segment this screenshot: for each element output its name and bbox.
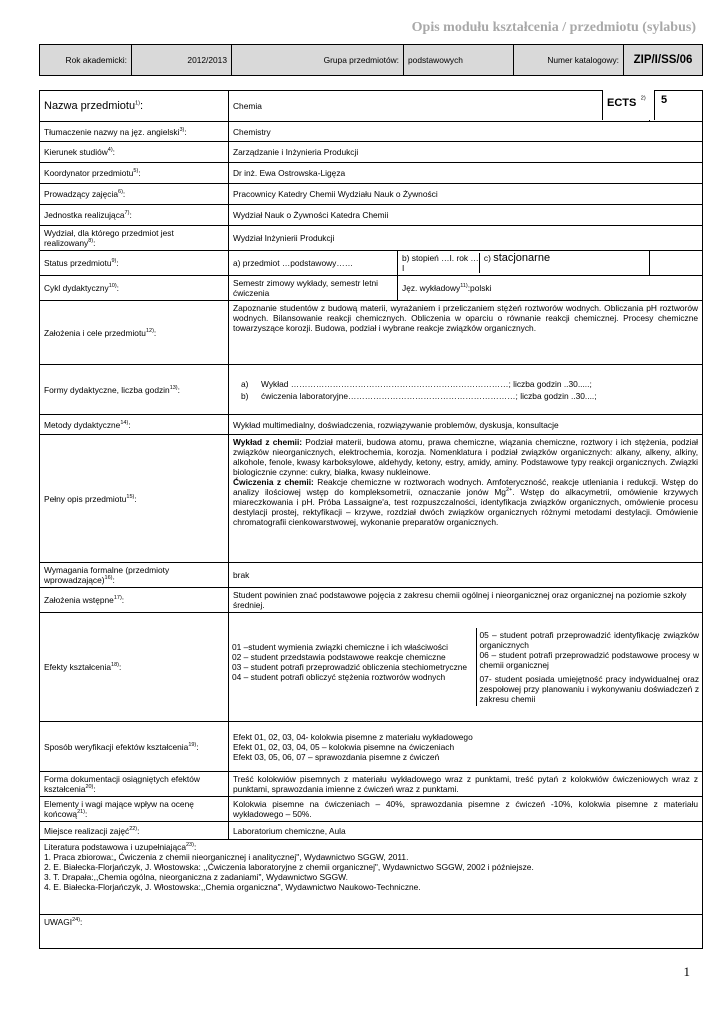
row-assumptions <box>40 588 703 613</box>
row-requirements <box>40 563 703 588</box>
syllabus-table <box>39 90 703 949</box>
requirements-label: Wymagania formalne (przedmioty wprowadzające)$^{16)}$: <box>40 563 229 588</box>
row-documentation <box>40 772 703 797</box>
row-unit <box>40 205 703 226</box>
effects-value <box>229 613 703 722</box>
cycle-semester: Semestr zimowy wykłady, semestr letni ćwiczenia <box>229 276 398 301</box>
faculty-value: Wydział Inżynierii Produkcji <box>229 226 703 251</box>
forms-item: b) ćwiczenia laboratoryjne……………………………………………………; liczba godzin ..30....; <box>241 390 597 401</box>
row-place <box>40 822 703 840</box>
row-direction <box>40 142 703 163</box>
year-label: Rok akademicki: <box>40 45 132 76</box>
row-forms <box>40 365 703 415</box>
group-label: Grupa przedmiotów: <box>232 45 404 76</box>
documentation-label: Forma dokumentacji osiągniętych efektów kształcenia$^{20)}$: <box>40 772 229 797</box>
verification-label: Sposób weryfikacji efektów kształcenia$^{19)}$: <box>40 722 229 772</box>
full-label: Pełny opis przedmiotu$^{15)}$: <box>40 435 229 563</box>
goals-label: Założenia i cele przedmiotu$^{12)}$: <box>40 301 229 365</box>
weights-value: Kolokwia pisemne na ćwiczeniach – 40%, sprawozdania pisemne z ćwiczeń -10%, kolokwia pisemne z materiału wykładowego – 50%. <box>229 797 703 822</box>
english-value: Chemistry <box>229 122 703 142</box>
literature-item: 1. Praca zbiorowa:„ Ćwiczenia z chemii nieorganicznej i analitycznej", Wydawnictwo SGGW, 2011. <box>44 852 409 862</box>
row-status <box>40 251 703 276</box>
literature-item: 3. T. Drapała:,,Chemia ogólna, nieorganiczna z zadaniami", Wydawnictwo SGGW. <box>44 872 348 882</box>
place-value: Laboratorium chemiczne, Aula <box>229 822 703 840</box>
row-verification <box>40 722 703 772</box>
direction-label: Kierunek studiów$^{4)}$: <box>40 142 229 163</box>
literature-item: 4. E. Białecka-Florjańczyk, J. Włostowska:,,Chemia organiczna", Wydawnictwo Naukowo-Techniczne. <box>44 882 421 892</box>
page-number: 1 <box>683 964 690 979</box>
year-value: 2012/2013 <box>132 45 232 76</box>
header-table <box>39 44 703 76</box>
direction-value: Zarządzanie i Inżynieria Produkcji <box>229 142 703 163</box>
methods-label: Metody dydaktyczne$^{14)}$: <box>40 415 229 435</box>
forms-value <box>229 365 703 415</box>
row-english <box>40 122 703 142</box>
full-value: Wykład z chemii: Podział materii, budowa atomu, prawa chemiczne, wiązania chemiczne, roztwory i ich stężenia, podział związków nieorganicznych, elektrochemia, korozja. Nomenklatura i podział związków organicznych: alkany, alkeny, alkiny, alkohole, fenole, kwasy karboksylowe, aldehydy, ketony, estry, amidy, aminy. Podstawowe typy reakcji organicznych. Związki biologicznie czynne: cukry, białka, kwasy nukleinowe. Ćwiczenia z chemii: Reakcje chemiczne w roztworach wodnych. Amfoteryczność, reakcje utleniania i redukcji. Wstęp do analizy ilościowej wstęp do kompleksometrii, oznaczanie jonów $Mg^{2+}$. Wstęp do alkacymetrii, omówienie krzywych miareczkowania i pH. Próba Lassaigne'a, test rozpuszczalności, identyfikacja związków organicznych, omówienie procesu destylacji prostej, rektyfikacji – krzywe, rozdział dwóch związków organicznych różnymi metodami destylacji. Omówienie chromatografii cienkowarstwowej, wykonanie preparatów organicznych. <box>229 435 703 563</box>
name-text: Chemia <box>233 101 262 111</box>
ects-label: ECTS $^{2)}$ <box>602 90 655 120</box>
teachers-value: Pracownicy Katedry Chemii Wydziału Nauk o Żywności <box>229 184 703 205</box>
methods-value: Wykład multimedialny, doświadczenia, rozwiązywanie problemów, dyskusja, konsultacje <box>229 415 703 435</box>
literature-item: 2. E. Białecka-Florjańczyk, J. Włostowska: ,,Ćwiczenia laboratoryjne z chemii organicznej", Wydawnictwo SGGW, 2002 i późniejsze. <box>44 862 534 872</box>
row-goals <box>40 301 703 365</box>
forms-label: Formy dydaktyczne, liczba godzin$^{13)}$: <box>40 365 229 415</box>
unit-label: Jednostka realizująca$^{7)}$: <box>40 205 229 226</box>
status-c: c) stacjonarne <box>479 253 649 273</box>
status-a: a) przedmiot …podstawowy…… <box>229 251 398 276</box>
coordinator-label: Koordynator przedmiotu$^{5)}$: <box>40 163 229 184</box>
name-label: Nazwa przedmiotu$^{1)}$: <box>40 91 229 122</box>
row-faculty <box>40 226 703 251</box>
weights-label: Elementy i wagi mające wpływ na ocenę końcową$^{21)}$: <box>40 797 229 822</box>
row-remarks <box>40 915 703 949</box>
verification-line: Efekt 03, 05, 06, 07 – sprawozdania pisemne z ćwiczeń <box>233 751 440 762</box>
assumptions-value: Student powinien znać podstawowe pojęcia z zakresu chemii ogólnej i nieorganicznej oraz organicznej na poziomie szkoły średniej. <box>229 588 703 613</box>
faculty-label: Wydział, dla którego przedmiot jest realizowany$^{8)}$: <box>40 226 229 251</box>
effects-right-bottom: 07- student posiada umiejętność pracy indywidualnej oraz zespołowej przy planowaniu i wykonywaniu doświadczeń z zakresu chemii <box>476 672 702 706</box>
literature-value <box>40 840 703 915</box>
english-label: Tłumaczenie nazwy na jęz. angielski$^{3)}$: <box>40 122 229 142</box>
row-methods <box>40 415 703 435</box>
verification-line: Efekt 01, 02, 03, 04- kolokwia pisemne z materiału wykładowego <box>233 731 473 742</box>
catalog-value: ZIP/I/SS/06 <box>624 45 703 76</box>
name-value <box>229 91 650 122</box>
group-value: podstawowych <box>404 45 514 76</box>
coordinator-value: Dr inż. Ewa Ostrowska-Ligęza <box>229 163 703 184</box>
ects-value: 5 <box>655 91 701 120</box>
page-header-title: Opis modułu kształcenia / przedmiotu (sylabus) <box>411 20 696 35</box>
status-label: Status przedmiotu$^{9)}$: <box>40 251 229 276</box>
documentation-value: Treść kolokwiów pisemnych z materiału wykładowego wraz z punktami, treść pytań z kolokwiów ćwiczeniowych wraz z punktami, sprawozdania imienne z ćwiczeń wraz z punktami. <box>229 772 703 797</box>
unit-value: Wydział Nauk o Żywności Katedra Chemii <box>229 205 703 226</box>
effects-label: Efekty kształcenia$^{18)}$: <box>40 613 229 722</box>
row-coordinator <box>40 163 703 184</box>
row-weights <box>40 797 703 822</box>
requirements-value: brak <box>229 563 703 588</box>
status-b-text: b) stopień …I. rok …I <box>402 253 479 273</box>
cycle-language: Jęz. wykładowy$^{11)}$:polski <box>398 276 703 301</box>
row-full-description <box>40 435 703 563</box>
catalog-label: Numer katalogowy: <box>514 45 624 76</box>
row-teachers <box>40 184 703 205</box>
status-empty <box>650 251 703 276</box>
assumptions-label: Założenia wstępne$^{17)}$: <box>40 588 229 613</box>
literature-label: Literatura podstawowa i uzupełniająca$^{23)}$: <box>44 842 197 852</box>
cycle-label: Cykl dydaktyczny$^{10)}$: <box>40 276 229 301</box>
row-literature <box>40 840 703 915</box>
remarks-label: UWAGI$^{24)}$: <box>40 915 703 949</box>
place-label: Miejsce realizacji zajęć$^{22)}$: <box>40 822 229 840</box>
teachers-label: Prowadzący zajęcia$^{6)}$: <box>40 184 229 205</box>
effects-left: 01 –student wymienia związki chemiczne i ich właściwości 02 – student przedstawia podstawowe reakcje chemiczne 03 – student potrafi przeprowadzić obliczenia stechiometryczne 04 – student potrafi obliczyć stężenia roztworów wodnych <box>232 642 468 682</box>
goals-value: Zapoznanie studentów z budową materii, wyrażaniem i przeliczaniem stężeń roztworów wodnych. Obliczania pH roztworów wodnych. Bilansowanie reakcji chemicznych. Obliczenia w oparciu o równanie reakcji chemicznej. Procesy chemiczne towarzyszące korozji. Budowa, podział i wybrane reakcje związków organicznych. <box>229 301 703 365</box>
verification-line: Efekt 01, 02, 03, 04, 05 – kolokwia pisemne na ćwiczeniach <box>233 741 455 752</box>
status-b <box>398 251 650 276</box>
forms-item: a) Wykład ……………………………………………………………………; liczba godzin ..30.....; <box>241 378 592 389</box>
row-cycle <box>40 276 703 301</box>
row-effects <box>40 613 703 722</box>
verification-value <box>229 722 703 772</box>
effects-right-top: 05 – student potrafi przeprowadzić identyfikację związków organicznych 06 – student potrafi przeprowadzić podstawowe procesy w chemii organicznej <box>476 628 702 672</box>
effects-inner <box>229 628 702 706</box>
